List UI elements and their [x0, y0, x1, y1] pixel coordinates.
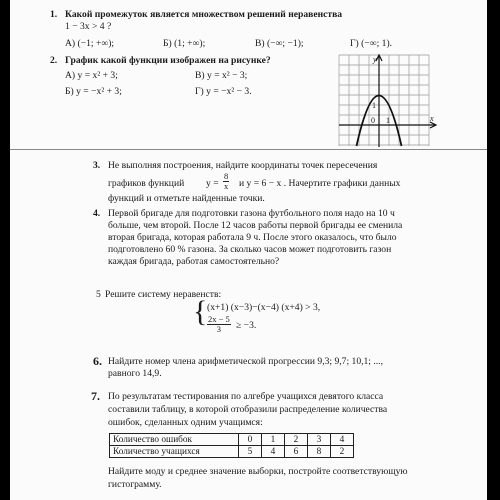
table-cell: 2 — [285, 434, 308, 446]
q4-line4: подготовлено 60 % газона. За сколько часов может подготовить газон — [108, 244, 392, 255]
table-cell: 8 — [308, 446, 331, 458]
graph-origin-label: 0 — [371, 116, 375, 125]
q7-line2: составили таблицу, в которой отобразили распределение количества — [108, 404, 388, 415]
q2-text: График какой функции изображен на рисунке? — [65, 55, 271, 66]
q5-inequality-2-rhs: ≥ −3. — [236, 320, 257, 331]
q1-option-b: Б) (1; +∞); — [163, 38, 206, 49]
q5-ineq2-denominator: 3 — [216, 324, 222, 334]
q1-option-v: В) (−∞; −1); — [255, 38, 304, 49]
q7-line4: Найдите моду и среднее значение выборки, постройте соответствующую — [108, 466, 408, 477]
table-row — [110, 446, 354, 458]
q4-line5: каждая бригада, работая самостоятельно? — [108, 256, 280, 267]
q3-line3: функций и отметьте найденные точки. — [108, 193, 265, 204]
table-cell: 4 — [331, 434, 354, 446]
q2-option-b: Б) y = −x² + 3; — [65, 86, 122, 97]
worksheet-page — [10, 0, 487, 500]
table-cell: 3 — [308, 434, 331, 446]
q4-line2: больше, чем второй. После 12 часов работы первой бригады ее сменила — [108, 220, 403, 231]
section-divider — [10, 149, 487, 150]
table-cell: 0 — [239, 434, 262, 446]
graph-y-label: y — [373, 55, 377, 64]
q3-eq1-lhs: y = — [206, 178, 219, 189]
q4-line1: Первой бригаде для подготовки газона футбольного поля надо на 10 ч — [108, 208, 395, 219]
q2-option-a: А) y = x² + 3; — [65, 70, 118, 81]
table-cell: 6 — [285, 446, 308, 458]
q7-number: 7. — [91, 389, 100, 403]
q1-option-a: А) (−1; +∞); — [65, 38, 115, 49]
system-brace: { — [193, 295, 208, 328]
q2-option-g: Г) y = −x² − 3. — [195, 86, 252, 97]
q3-line1: Не выполняя построения, найдите координаты точек пересечения — [108, 160, 378, 171]
q7-line3: ошибок, сделанных одним учащимся: — [108, 417, 263, 428]
q4-number: 4. — [93, 208, 101, 219]
q1-text-line2: 1 − 3x > 4 ? — [65, 21, 112, 32]
q6-line2: равного 14,9. — [108, 368, 162, 379]
q3-number: 3. — [93, 160, 101, 171]
q3-eq1-numerator: 8 — [224, 171, 229, 181]
graph-x-label: x — [430, 114, 434, 123]
q3-eq1-denominator: x — [224, 181, 229, 191]
table-cell: Количество ошибок — [110, 434, 239, 446]
table-cell: 4 — [262, 446, 285, 458]
errors-table — [109, 433, 354, 458]
table-cell: 2 — [331, 446, 354, 458]
q7-line5: гистограмму. — [108, 479, 162, 490]
q1-number: 1. — [50, 9, 58, 20]
q3-line2-start: графиков функций — [108, 178, 185, 189]
q5-ineq2-numerator: 2x − 5 — [208, 314, 230, 324]
q2-number: 2. — [50, 55, 58, 66]
q4-line3: вторая бригада, которая работала 9 ч. После этого оказалось, что было — [108, 232, 397, 243]
q1-text-line1: Какой промежуток является множеством решений неравенства — [65, 9, 343, 20]
q3-eq1-fraction — [223, 172, 229, 191]
graph-y-unit-label: 1 — [372, 101, 376, 110]
table-cell: Количество учащихся — [110, 446, 239, 458]
q3-line2-end: и y = 6 − x . Начертите графики данных — [239, 178, 401, 189]
q5-number: 5 — [96, 289, 101, 300]
q7-line1: По результатам тестирования по алгебре учащихся девятого класса — [108, 391, 384, 402]
q5-inequality-2-fraction — [207, 315, 231, 334]
table-cell: 5 — [239, 446, 262, 458]
table-row — [110, 434, 354, 446]
q5-text: Решите систему неравенств: — [105, 289, 222, 300]
q5-inequality-1: (x+1) (x−3)−(x−4) (x+4) > 3, — [207, 302, 321, 313]
q6-number: 6. — [93, 354, 102, 368]
q6-line1: Найдите номер члена арифметической прогрессии 9,3; 9,7; 10,1; ..., — [108, 356, 383, 367]
table-cell: 1 — [262, 434, 285, 446]
parabola-graph — [337, 53, 439, 148]
q2-option-v: В) y = x² − 3; — [195, 70, 248, 81]
graph-x-unit-label: 1 — [386, 116, 390, 125]
q1-option-g: Г) (−∞; 1). — [350, 38, 393, 49]
